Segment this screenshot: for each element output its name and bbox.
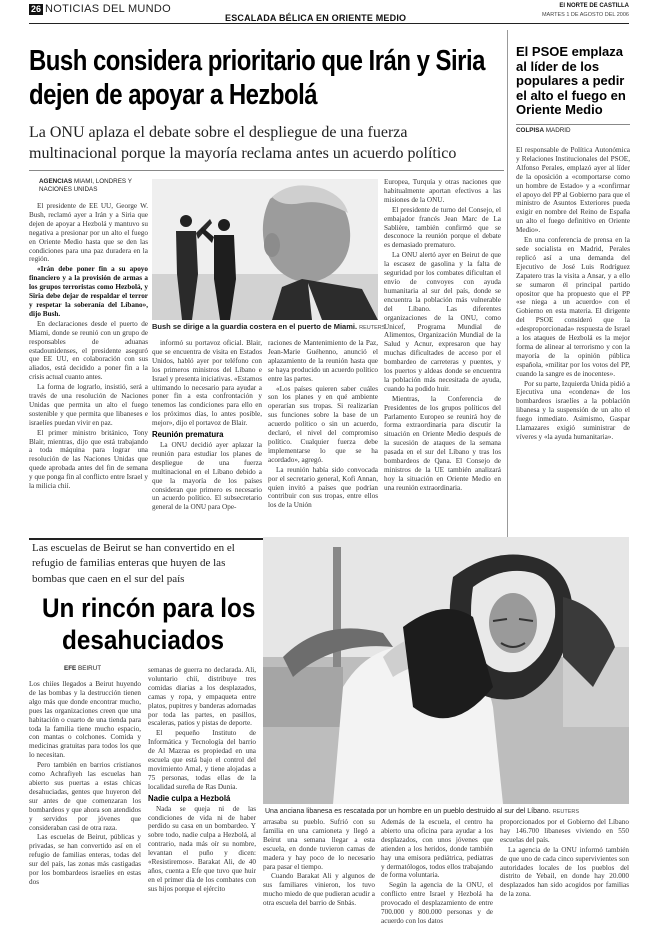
main-article-col4: Europea, Turquía y otras naciones que habitualmente aportan efectivos a las misiones de la ONU. El presidente de turno del Consejo, el embajador francés Jean Marc de La Sablière, también confirmó que se desconoce la reunión porque el debate es demasiado prematuro. La ONU alertó ayer en Beirut de que la escasez de gasolina y la falta de seguridad por los combates dificultan el envío de convoyes con ayuda humanitaria al sur del país, donde se encuentra la población más vulnerable del Líbano. Las diferentes organizaciones de la ONU, como Unicef, Programa Mundial de Alimentos, Organización Mundial de la Salud y Acnur, expresaron que hay muchas dificultades de acceso por el bombardeo de carreteras y puentes, y los puertos y aldeas donde se encuentra la población más necesitada de ayuda, cuando ha podido huir. Mientras, la Conferencia de Presidentes de los grupos políticos del Parlamento Europeo se reunirá hoy de forma extraordinaria para discutir la situación en Oriente Medio después de la sucesión de ataques de la semana pasada en el sur del Líbano y tras los bombardeos de Qana. El Consejo de ministros de la UE también analizará hoy la situación en Oriente Medio en una reunión extraordinaria. [384, 178, 501, 492]
byline-agency: AGENCIAS [39, 178, 73, 185]
second-kicker-line3: bombas que caen en el sur del país [32, 573, 185, 585]
sidebar-divider [507, 30, 508, 540]
second-article-col1: Los chiíes llegados a Beirut huyendo de las bombas y la destrucción tienen algo más que donde encontrar mucho, pues las organizaciones creen que una habitación o cuarto de una tienda para toda la familia tiene mucho espacio, con mantas o colchones. Comida y medicinas gratuitas para todos los que lo necesitan. Pero también en barrios cristianos como Achrafiyeh las escuelas han abierto sus puertas a estas chicas desahuciadas, gentes que huyeron del sur antes de que comenzaran los bombardeos y que ahora son atendidos y servidos por jóvenes que consideraban casi de otra raza. Las escuelas de Beirut, públicas y privadas, se han convertido así en el refugio de familias enteras, todas del sur del país, las zonas más castigadas por los bombardeos israelíes en estas dos [29, 680, 141, 886]
subhead-nadie-culpa: Nadie culpa a Hezbolá [148, 793, 231, 803]
photo-credit: REUTERS [359, 325, 386, 331]
main-byline [39, 178, 149, 194]
sidebar-article: El responsable de Política Autonómica y Relaciones Institucionales del PSOE, Alfonso Perales, emplazó ayer al líder de la oposición a «comportarse como un hombre de Estado» y a «confirmar el apoyo del PP al Gobierno para que el ministro de Asuntos Exteriores pueda exigir en nombre del Reino de España un alto el fuego definitivo en Oriente Medio». En una conferencia de prensa en la sede socialista en Madrid, Perales replicó así a una demanda del Ejecutivo de José Luis Rodríguez Zapatero tras la visita a Ansar, y a ello se sumaron él principal partido opositor que ha propuesto que el PP «se niega a un acuerdo» con el Gobierno en esta materia. El dirigente del PSOE consideró que la «desproporcionada» respuesta de Israel a los ataques de Hezbolá es la mejor forma de alinear al terrorismo y con la mayoría de la opinión pública española, «militar por los votos del PP, cuando la sangre es de inocentes». Por su parte, Izquierda Unida pidió a Ejecutiva una «condena» de los bombardeos israelíes a la población libanesa y la suspensión de un alto el fuego inmediato. Asimismo, Gaspar Llamazares exigió suministrar de víveres y «la ayuda humanitaria». [516, 146, 630, 441]
sidebar-byline: COLPISA MADRID [516, 127, 571, 134]
main-article-col1: El presidente de EE UU, George W. Bush, reclamó ayer a Irán y a Siria que dejen de apoyar a Hezbolá y mantuvo su negativa a presionar por un alto el fuego en Oriente Medio hasta que se den las condiciones para una paz duradera en la región. «Irán debe poner fin a su apoyo financiero y a la provisión de armas a los grupos terroristas como Hezbolá, y Siria debe dejar de respaldar el terror y respetar la soberanía del Líbano», dijo Bush. En declaraciones desde el puerto de Miami, donde se reunió con un grupo de responsables de aduanas estadounidenses, el presidente aseguró que EE UU, en colaboración con sus aliados, está decidido a poner fin a la crisis actual cuanto antes. La forma de lograrlo, insistió, será a través de una resolución de Naciones Unidas que permita un alto el fuego sostenible y que permita que libaneses e israelíes puedan vivir en paz. El primer ministro británico, Tony Blair, mientras, dijo que está trabajando a toda máquina para lograr una resolución de las Naciones Unidas que quede aprobada antes del fin de semana y que ponga fin al conflicto entre Israel y la milicia chií. [29, 202, 148, 491]
main-headline: Bush considera prioritario que Irán y Siria dejen de apoyar a Hezbolá [29, 45, 485, 111]
sidebar-rule [516, 124, 630, 125]
second-article-col2: semanas de guerra no declarada. Ali, voluntario chií, distribuye tres comidas diarias a los desplazados, camas y ropa, y empaqueta entre platos, pupitres y banderas adornadas por toda las partes, en pasillos, escaleras, patios y pistas de deporte. El pequeño Instituto de Informática y Tecnología del barrio de Al Mazraa es propiedad en una escuela que está bajo el control del movimiento Amal, y tiene alojadas a 75 personas, todas ellas de la localidad sureña de Ras Dunia. Nadie culpa a Hezbolá Nada se queja ni de las condiciones de vida ni de haber perdido su casa en un bombardeo. Y sobre todo, nadie culpa a Hezbolá, al contrario, nada más oír su nombre, levantan el puño y dicen: «Resistiremos». Barakat Ali, de 40 años, cuenta a Efe que tuvo que huir en el primer día de los combates con sus hijos porque el ejército [148, 666, 256, 893]
page-header [29, 3, 629, 23]
main-article-col2: informó su portavoz oficial. Blair, que se encuentra de visita en Estados Unidos, habló ayer por teléfono con los primeros ministros del Líbano e Israel y presenta iniciativas. «Estamos ultimando lo necesario para ayudar a poner fin a esta confrontación y tenemos las condiciones para ello en los próximos días, lo antes posible, mejor», dijo el portavoz de Blair. Reunión prematura La ONU decidió ayer aplazar la reunión para estudiar los planes de despliegue de una fuerza multinacional en el Líbano debido a que la mayoría de los países consideran que primero es necesario un acuerdo político. El subsecretario general de la ONU para Ope- [152, 339, 262, 512]
issue-date: MARTES 1 DE AGOSTO DEL 2006 [541, 12, 629, 18]
second-kicker-line2: refugio de familias enteras que huyen de las [32, 557, 226, 569]
woman-photo-caption: Una anciana libanesa es rescatada por un hombre en un pueblo destruido al sur del Líbano. REUTERS [265, 808, 580, 815]
section-name: NOTICIAS DEL MUNDO [45, 3, 172, 15]
photo-credit-2: REUTERS [552, 809, 580, 815]
subhead-rule [29, 170, 504, 171]
bush-photo-caption: Bush se dirige a la guardia costera en el puerto de Miami. REUTERS [152, 322, 386, 331]
bush-photo [152, 179, 378, 320]
woman-photo [263, 537, 629, 804]
second-kicker-line1: Las escuelas de Beirut se han convertido en el [32, 542, 235, 554]
second-byline: EFE BEIRUT [64, 665, 102, 672]
second-headline-line1: Un rincón para los [42, 593, 256, 623]
main-subhead-line1: La ONU aplaza el debate sobre el despliegue de una fuerza [29, 124, 408, 141]
topic-label: ESCALADA BÉLICA EN ORIENTE MEDIO [225, 13, 407, 23]
photo-illustration [152, 179, 378, 320]
sidebar-headline: El PSOE emplaza al líder de los populares a pedir el alto el fuego en Oriente Medio [516, 44, 626, 117]
header-rule [29, 23, 629, 24]
photo-illustration-2 [263, 537, 629, 804]
second-article-col5: proporcionados por el Gobierno del Líbano hay 146.700 libaneses viviendo en 550 escuelas del país. La agencia de la ONU informó también de que uno de cada cinco supervivientes son autoridades locales de los pueblos del distrito de Yebail, en donde hay 20.000 desplazados han sido acogidos por familias de la zona. [500, 818, 629, 899]
page-number: 26 [31, 4, 42, 14]
byline-place: MIAMI, LONDRES Y NACIONES UNIDAS [39, 178, 132, 193]
main-article-col3: raciones de Mantenimiento de la Paz, Jean-Marie Guéhenno, anunció el aplazamiento de la reunión hasta que se haya producido un acuerdo político entre las partes. «Los países quieren saber cuáles son los planes y en qué ambiente operarían sus tropas. Si realizarían sus funciones sobre la base de un acuerdo político o sin un acuerdo, declaró, el nivel del compromiso político. Cualquier fuerza debe implementarse lo que se ha acordado», agregó. La reunión había sido convocada por el secretario general, Kofi Annan, quien invitó a países que podrían contribuir con sus tropas, entre ellos los de la Unión [268, 339, 378, 510]
newspaper-name: El NORTE DE CASTILLA [559, 3, 629, 9]
second-article-col3: arrasaba su pueblo. Sufrió con su familia en una camioneta y llegó a Beirut una semana llegar a esta escuela, en donde tuvieron camas de madera y hay poco de lo necesario para pasar el tiempo. Cuando Barakat Ali y algunos de sus familiares vinieron, los tuvo mucho miedo de que pudieran acudir a otra escuela del barrio de Snbás. [263, 818, 375, 908]
main-subhead-line2: multinacional porque la mayoría reclama antes un acuerdo político [29, 145, 457, 162]
second-article-col4: Además de la escuela, el centro ha abierto una oficina para ayudar a los desplazados, con unos jóvenes que atienden a los heridos, donde también hay una emisora pediátrica, pediatras y dermatólogos, todos ellos trabajando de forma voluntaria. Según la agencia de la ONU, el conflicto entre Israel y Hezbolá ha provocado el desplazamiento de entre 700.000 y 800.000 personas y de acuerdo con los datos [381, 818, 493, 925]
subhead-reunion: Reunión prematura [152, 430, 224, 440]
second-headline-line2: desahuciados [62, 625, 225, 655]
